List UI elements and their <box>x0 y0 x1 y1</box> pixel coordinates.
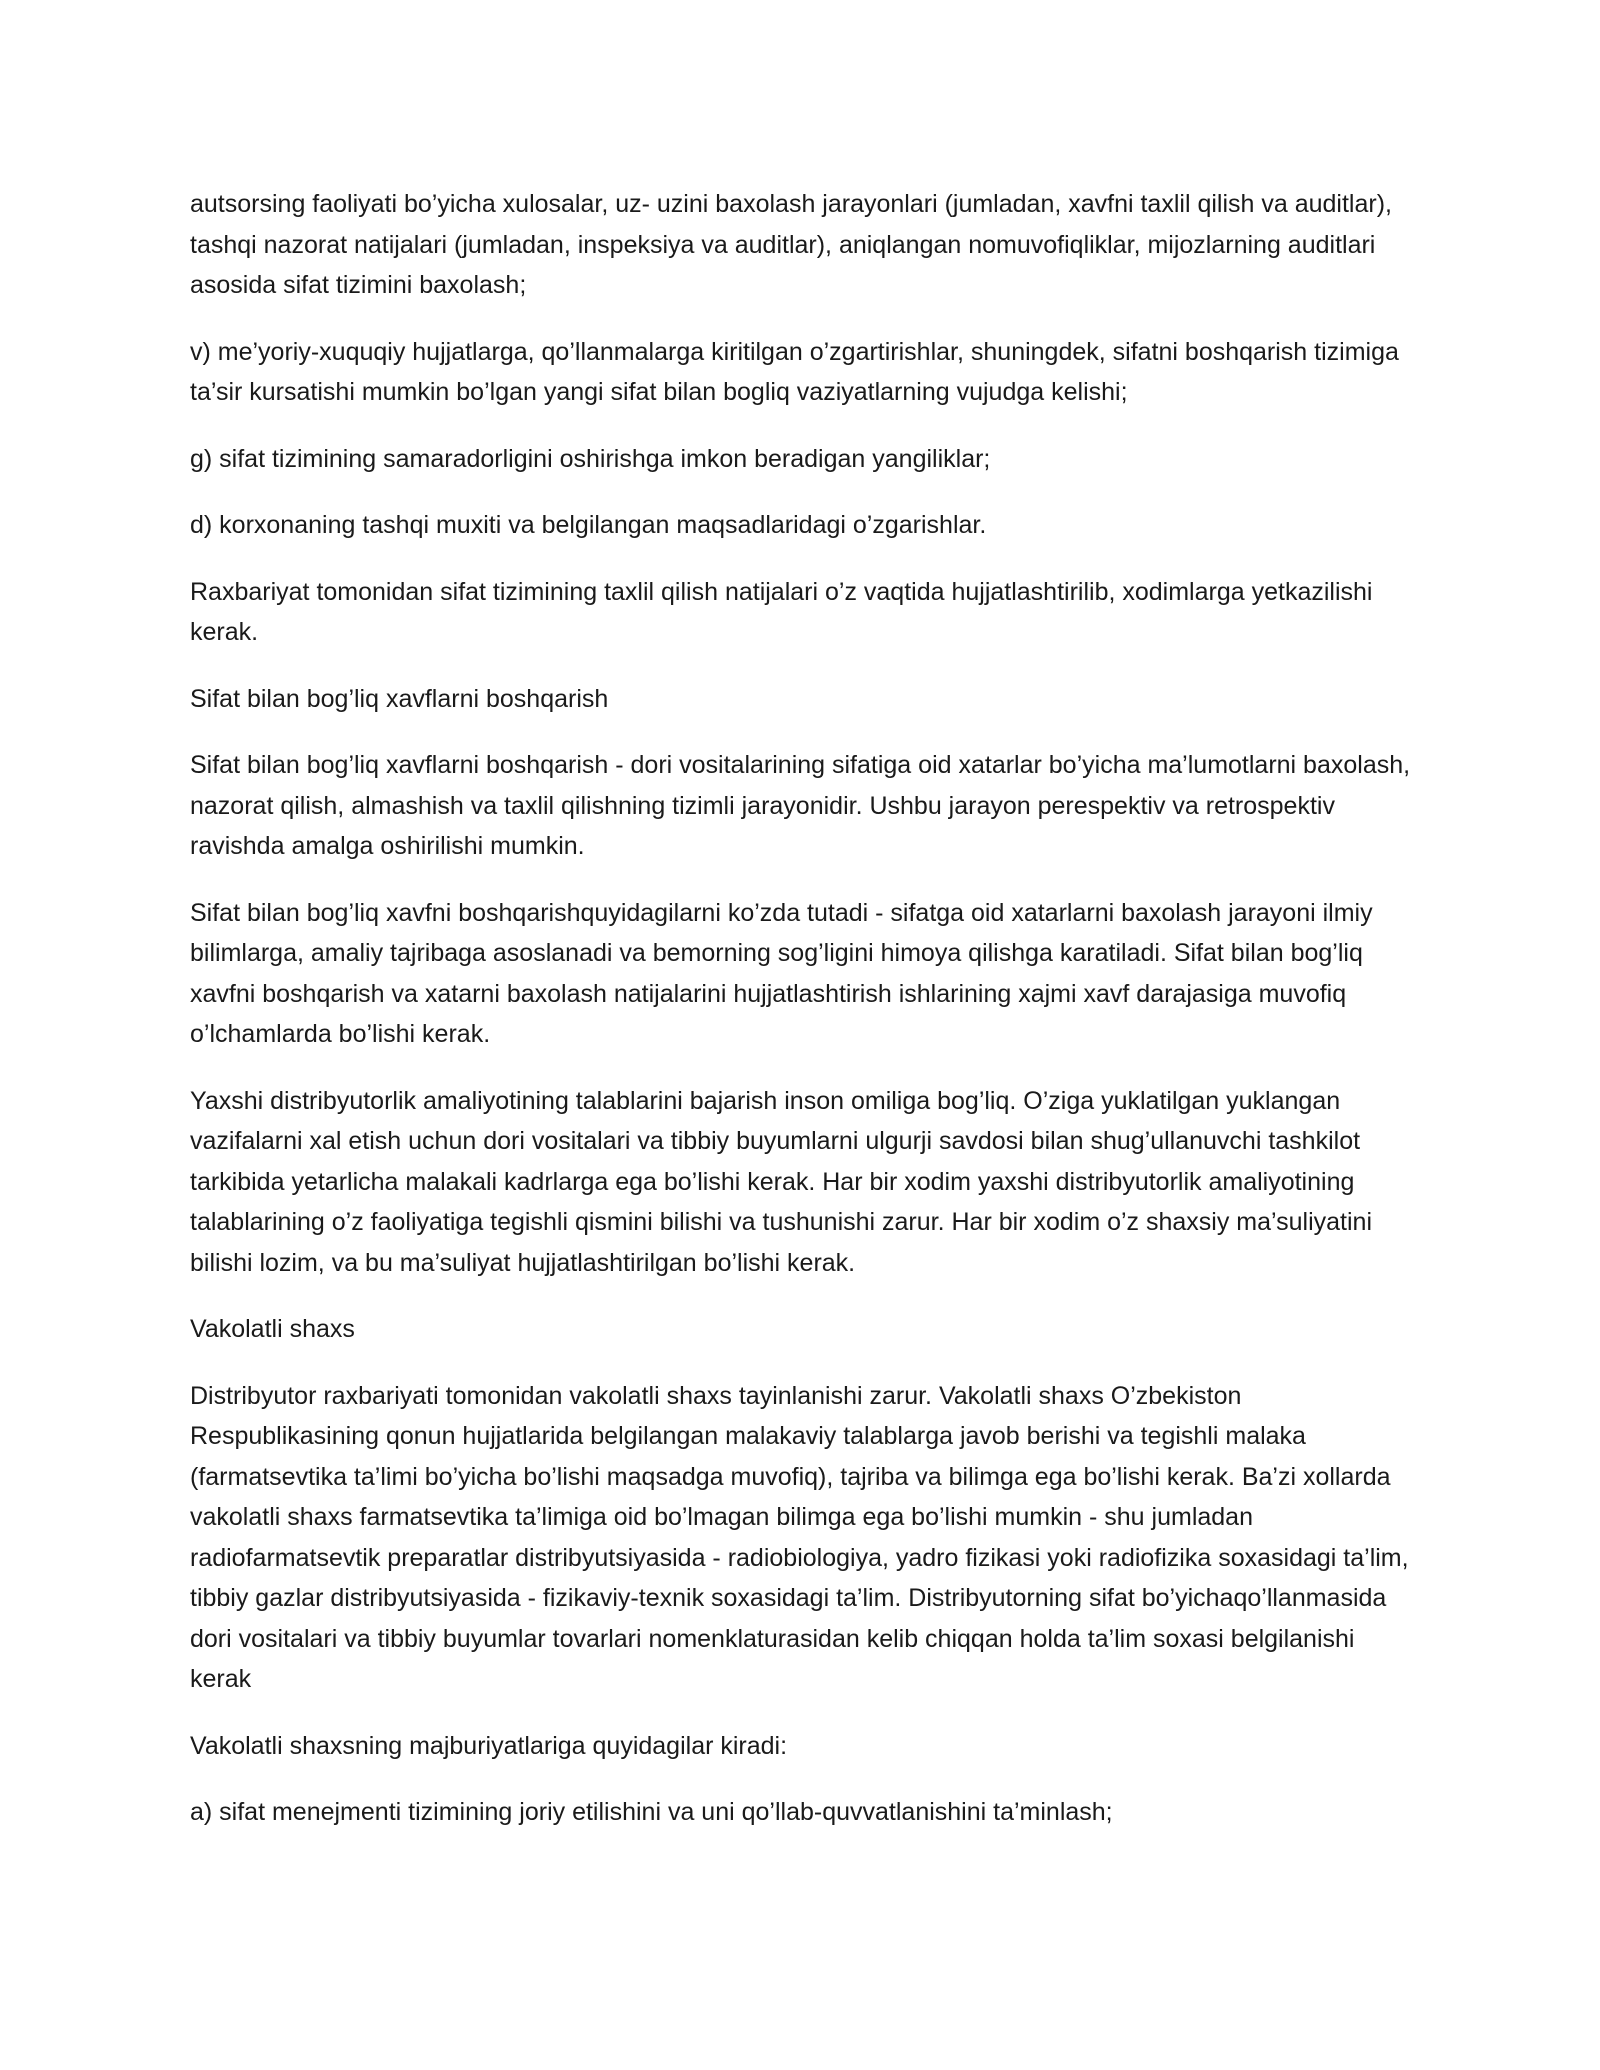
paragraph-personnel-requirements: Yaxshi distribyutorlik amaliyotining talablarini bajarish inson omiliga bog’liq. O’ziga yuklatilgan yuklangan vazifalarni xal etish uchun dori vositalari va tibbiy buyumlarni ulgurji savdosi bilan shug’ullanuvchi tashkilot tarkibida yetarlicha malakali kadrlarga ega bo’lishi kerak. Har bir xodim yaxshi distribyutorlik amaliyotining talablarining o’z faoliyatiga tegishli qismini bilishi va tushunishi zarur. Har bir xodim o’z shaxsiy ma’suliyatini bilishi lozim, va bu ma’suliyat hujjatlashtirilgan bo’lishi kerak. <box>190 1086 1373 1277</box>
paragraph-risk-management-definition: Sifat bilan bog’liq xavflarni boshqarish - dori vositalarining sifatiga oid xatarlar bo’yicha ma’lumotlarni baxolash, nazorat qilish, almashish va taxlil qilishning tizimli jarayonidir. Ushbu jarayon perespektiv va retrospektiv ravishda amalga oshirilishi mumkin. <box>190 751 1411 860</box>
paragraph-management-review-results: Raxbariyat tomonidan sifat tizimining taxlil qilish natijalari o’z vaqtida hujjatlashtirilib, xodimlarga yetkazilishi kerak. <box>190 577 1373 646</box>
paragraph-authorized-person-qualification: Distribyutor raxbariyati tomonidan vakolatli shaxs tayinlanishi zarur. Vakolatli shaxs O’zbekiston Respublikasining qonun hujjatlarida belgilangan malakaviy talablarga javob berishi va tegishli malaka (farmatsevtika ta’limi bo’yicha bo’lishi maqsadga muvofiq), tajriba va bilimga ega bo’lishi kerak. Ba’zi xollarda vakolatli shaxs farmatsevtika ta’limiga oid bo’lmagan bilimga ega bo’lishi mumkin - shu jumladan radiofarmatsevtik preparatlar distribyutsiyasida - radiobiologiya, yadro fizikasi yoki radiofizika soxasidagi ta’lim, tibbiy gazlar distribyutsiyasida - fizikaviy-texnik soxasidagi ta’lim. Distribyutorning sifat bo’yichaqo’llanmasida dori vositalari va tibbiy buyumlar tovarlari nomenklaturasidan kelib chiqqan holda ta’lim soxasi belgilanishi kerak <box>190 1381 1409 1693</box>
list-item-a-quality-system-implementation: a) sifat menejmenti tizimining joriy etilishini va uni qo’llab-quvvatlanishini ta’minlash; <box>190 1798 1113 1826</box>
section-heading-quality-risk-management: Sifat bilan bog’liq xavflarni boshqarish <box>190 684 609 713</box>
paragraph-authorized-person-duties-intro: Vakolatli shaxsning majburiyatlariga quyidagilar kiradi: <box>190 1731 788 1760</box>
section-heading-authorized-person: Vakolatli shaxs <box>190 1315 355 1343</box>
paragraph-risk-management-provisions: Sifat bilan bog’liq xavfni boshqarishquyidagilarni ko’zda tutadi - sifatga oid xatarlarni baxolash jarayoni ilmiy bilimlarga, amaliy tajribaga asoslanadi va bemorning sog’ligini himoya qilishga karatiladi. Sifat bilan bog’liq xavfni boshqarish va xatarni baxolash natijalarini hujjatlashtirish ishlarining xajmi xavf darajasiga muvofiq o’lchamlarda bo’lishi kerak. <box>190 898 1373 1048</box>
list-item-d-environment-changes: d) korxonaning tashqi muxiti va belgilangan maqsadlaridagi o’zgarishlar. <box>190 511 987 539</box>
list-item-g-innovations: g) sifat tizimining samaradorligini oshirishga imkon beradigan yangiliklar; <box>190 444 991 473</box>
paragraph-quality-system-assessment: autsorsing faoliyati bo’yicha xulosalar, uz- uzini baxolash jarayonlari (jumladan, xavfni taxlil qilish va auditlar), tashqi nazorat natijalari (jumladan, inspeksiya va auditlar), aniqlangan nomuvofiqliklar, mijozlarning auditlari asosida sifat tizimini baxolash; <box>190 190 1392 299</box>
list-item-v-regulatory-changes: v) me’yoriy-xuquqiy hujjatlarga, qo’llanmalarga kiritilgan o’zgartirishlar, shuningdek, sifatni boshqarish tizimiga ta’sir kursatishi mumkin bo’lgan yangi sifat bilan bogliq vaziyatlarning vujudga kelishi; <box>190 337 1399 406</box>
document-page <box>190 184 1420 1859</box>
